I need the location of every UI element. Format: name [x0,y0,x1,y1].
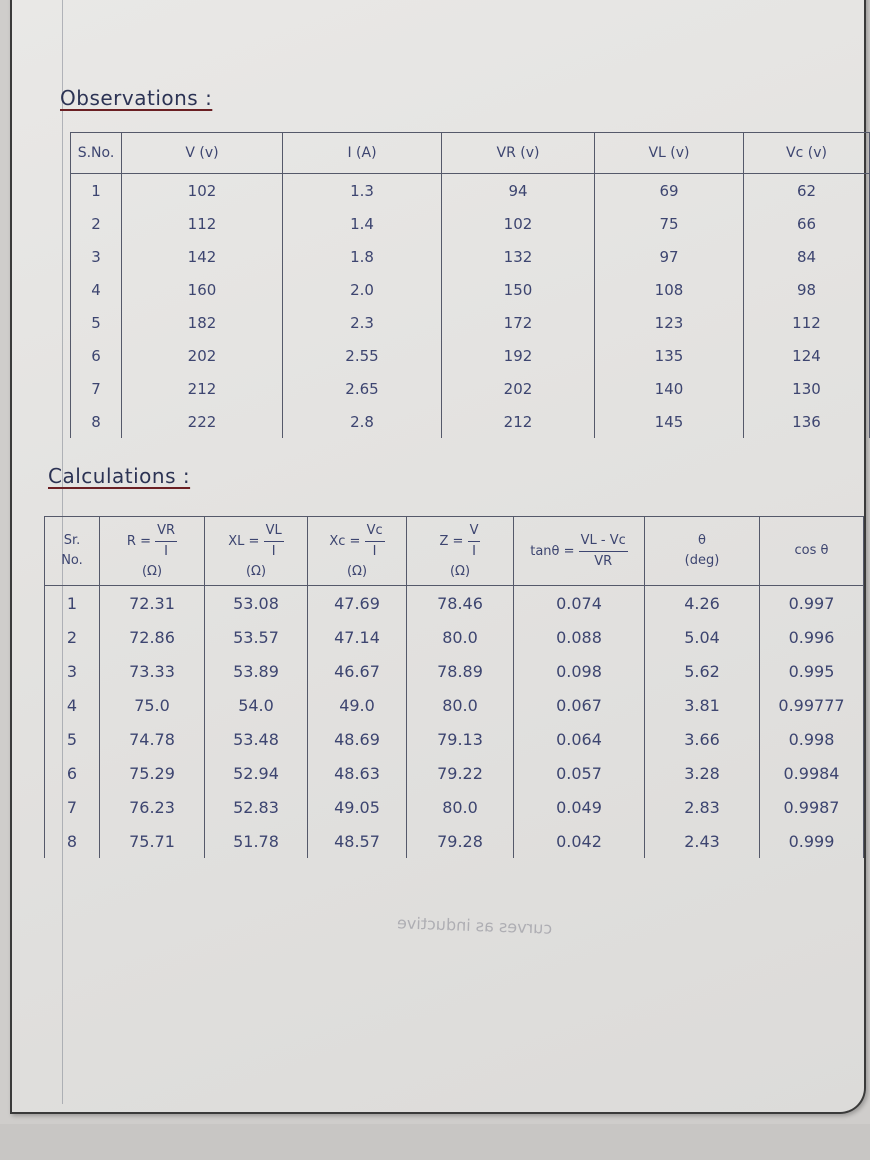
calc-cell-sno: 1 [45,586,100,621]
calc-cell-r: 76.23 [100,790,205,824]
obs-cell-i: 2.3 [283,306,442,339]
calc-row [45,722,864,756]
calc-cell-tan: 0.049 [514,790,645,824]
calc-row [45,586,864,621]
calc-cell-xl: 51.78 [205,824,308,858]
obs-row [71,240,870,273]
obs-cell-vr: 212 [442,405,595,438]
calc-cell-tan: 0.074 [514,586,645,621]
header-tan-theta [514,517,645,586]
obs-row [71,174,870,208]
header-srno-bottom: No. [61,553,83,568]
calc-cell-xl: 53.57 [205,620,308,654]
obs-row [71,273,870,306]
calc-cell-sno: 4 [45,688,100,722]
obs-cell-i: 1.4 [283,207,442,240]
calc-row [45,620,864,654]
obs-cell-i: 1.3 [283,174,442,208]
calc-cell-xl: 52.94 [205,756,308,790]
obs-cell-vr: 150 [442,273,595,306]
obs-cell-vl: 69 [595,174,744,208]
obs-cell-sno: 1 [71,174,122,208]
calc-cell-r: 73.33 [100,654,205,688]
obs-cell-vr: 94 [442,174,595,208]
calc-cell-xl: 53.08 [205,586,308,621]
calc-cell-cos: 0.9984 [760,756,864,790]
observations-header-row [71,133,870,174]
obs-cell-v: 142 [122,240,283,273]
obs-cell-vr: 102 [442,207,595,240]
header-r-fraction: $\frac{VR}{I}$ [157,522,176,559]
calc-cell-r: 75.29 [100,756,205,790]
obs-cell-i: 2.55 [283,339,442,372]
obs-cell-vc: 130 [744,372,870,405]
header-xl-unit: (Ω) [245,563,267,579]
bleed-through-text: curves as inductive [396,913,553,938]
calc-cell-cos: 0.9987 [760,790,864,824]
header-xc-unit: (Ω) [346,563,368,579]
header-xl [205,517,308,586]
calc-cell-cos: 0.999 [760,824,864,858]
obs-cell-vl: 97 [595,240,744,273]
obs-cell-vl: 135 [595,339,744,372]
calculations-table [44,516,864,858]
obs-cell-i: 2.8 [283,405,442,438]
obs-cell-i: 2.0 [283,273,442,306]
calc-cell-xc: 48.63 [308,756,407,790]
obs-cell-sno: 8 [71,405,122,438]
calc-cell-tan: 0.042 [514,824,645,858]
obs-row [71,405,870,438]
calc-cell-cos: 0.996 [760,620,864,654]
calc-cell-tan: 0.064 [514,722,645,756]
obs-cell-vc: 66 [744,207,870,240]
calc-cell-xl: 52.83 [205,790,308,824]
calc-cell-theta: 4.26 [645,586,760,621]
calc-row [45,654,864,688]
calc-cell-xc: 49.0 [308,688,407,722]
obs-cell-vl: 123 [595,306,744,339]
obs-cell-sno: 7 [71,372,122,405]
obs-cell-vc: 62 [744,174,870,208]
obs-cell-sno: 2 [71,207,122,240]
header-z-fraction: $\frac{V}{I}$ [469,522,479,559]
obs-cell-vl: 75 [595,207,744,240]
obs-cell-v: 102 [122,174,283,208]
header-resistance [100,517,205,586]
obs-cell-vc: 124 [744,339,870,372]
header-r-unit: (Ω) [141,563,163,579]
calc-cell-z: 78.89 [407,654,514,688]
observations-table [70,132,870,438]
calc-row [45,790,864,824]
header-z-unit: (Ω) [449,563,471,579]
obs-cell-vr: 192 [442,339,595,372]
obs-cell-v: 212 [122,372,283,405]
calc-cell-cos: 0.995 [760,654,864,688]
obs-row [71,207,870,240]
calc-cell-xc: 46.67 [308,654,407,688]
header-impedance [407,517,514,586]
calc-cell-xc: 47.14 [308,620,407,654]
calc-cell-z: 80.0 [407,688,514,722]
header-tan-label: tanθ = [530,543,575,559]
calc-cell-tan: 0.067 [514,688,645,722]
obs-cell-vl: 140 [595,372,744,405]
obs-cell-sno: 3 [71,240,122,273]
obs-cell-vc: 98 [744,273,870,306]
header-cos-theta: cos θ [760,517,864,586]
header-current: I (A) [283,133,442,174]
calc-cell-theta: 3.66 [645,722,760,756]
obs-cell-vc: 84 [744,240,870,273]
header-theta-symbol: θ [698,533,706,548]
calc-cell-xl: 53.48 [205,722,308,756]
obs-cell-vc: 136 [744,405,870,438]
calc-cell-tan: 0.057 [514,756,645,790]
obs-cell-vr: 202 [442,372,595,405]
page-bottom-edge [0,1124,870,1160]
calc-cell-tan: 0.098 [514,654,645,688]
calc-cell-xl: 53.89 [205,654,308,688]
obs-cell-vr: 132 [442,240,595,273]
calc-cell-xl: 54.0 [205,688,308,722]
calc-cell-theta: 2.83 [645,790,760,824]
calculations-header-row [45,517,864,586]
calc-cell-z: 78.46 [407,586,514,621]
header-r-label: R = [126,533,151,549]
calc-cell-xc: 48.57 [308,824,407,858]
obs-cell-vr: 172 [442,306,595,339]
calc-cell-z: 80.0 [407,790,514,824]
calc-row [45,688,864,722]
calc-cell-z: 79.28 [407,824,514,858]
obs-cell-vl: 145 [595,405,744,438]
calc-cell-sno: 7 [45,790,100,824]
header-xl-fraction: $\frac{VL}{I}$ [265,522,282,559]
calc-cell-r: 75.0 [100,688,205,722]
notebook-page [10,0,866,1114]
calc-cell-z: 80.0 [407,620,514,654]
header-xc-label: Xc = [329,533,361,549]
header-theta [645,517,760,586]
header-voltage: V (v) [122,133,283,174]
header-z-label: Z = [439,533,464,549]
header-xc [308,517,407,586]
header-xl-label: XL = [228,533,260,549]
calculations-heading: Calculations : [48,464,191,488]
header-theta-unit: (deg) [684,553,720,568]
calc-cell-cos: 0.997 [760,586,864,621]
obs-cell-v: 182 [122,306,283,339]
calc-cell-xc: 49.05 [308,790,407,824]
calc-cell-tan: 0.088 [514,620,645,654]
obs-cell-v: 222 [122,405,283,438]
calc-row [45,756,864,790]
observations-heading: Observations : [60,86,213,110]
header-xc-fraction: $\frac{Vc}{I}$ [366,522,383,559]
calc-row [45,824,864,858]
calc-cell-theta: 3.28 [645,756,760,790]
obs-cell-v: 202 [122,339,283,372]
obs-cell-sno: 5 [71,306,122,339]
header-tan-fraction: $\frac{VL - Vc}{VR}$ [580,532,626,569]
header-vr: VR (v) [442,133,595,174]
calc-cell-xc: 48.69 [308,722,407,756]
calc-cell-r: 75.71 [100,824,205,858]
calc-cell-theta: 2.43 [645,824,760,858]
obs-cell-vl: 108 [595,273,744,306]
calc-cell-z: 79.13 [407,722,514,756]
calc-cell-sno: 5 [45,722,100,756]
obs-cell-sno: 6 [71,339,122,372]
calc-cell-sno: 8 [45,824,100,858]
calc-cell-xc: 47.69 [308,586,407,621]
header-vl: VL (v) [595,133,744,174]
calc-cell-cos: 0.998 [760,722,864,756]
obs-cell-vc: 112 [744,306,870,339]
calc-cell-z: 79.22 [407,756,514,790]
calc-cell-theta: 3.81 [645,688,760,722]
obs-cell-i: 1.8 [283,240,442,273]
obs-row [71,372,870,405]
header-vc: Vc (v) [744,133,870,174]
calc-cell-cos: 0.99777 [760,688,864,722]
calc-cell-sno: 2 [45,620,100,654]
obs-row [71,306,870,339]
obs-cell-v: 160 [122,273,283,306]
header-srno-top: Sr. [63,533,81,548]
calc-cell-r: 72.31 [100,586,205,621]
calc-cell-theta: 5.62 [645,654,760,688]
calc-cell-theta: 5.04 [645,620,760,654]
obs-cell-i: 2.65 [283,372,442,405]
header-sno: S.No. [71,133,122,174]
calc-cell-sno: 3 [45,654,100,688]
obs-row [71,339,870,372]
calc-cell-sno: 6 [45,756,100,790]
calc-cell-r: 72.86 [100,620,205,654]
obs-cell-v: 112 [122,207,283,240]
calc-cell-r: 74.78 [100,722,205,756]
obs-cell-sno: 4 [71,273,122,306]
header-srno [45,517,100,586]
